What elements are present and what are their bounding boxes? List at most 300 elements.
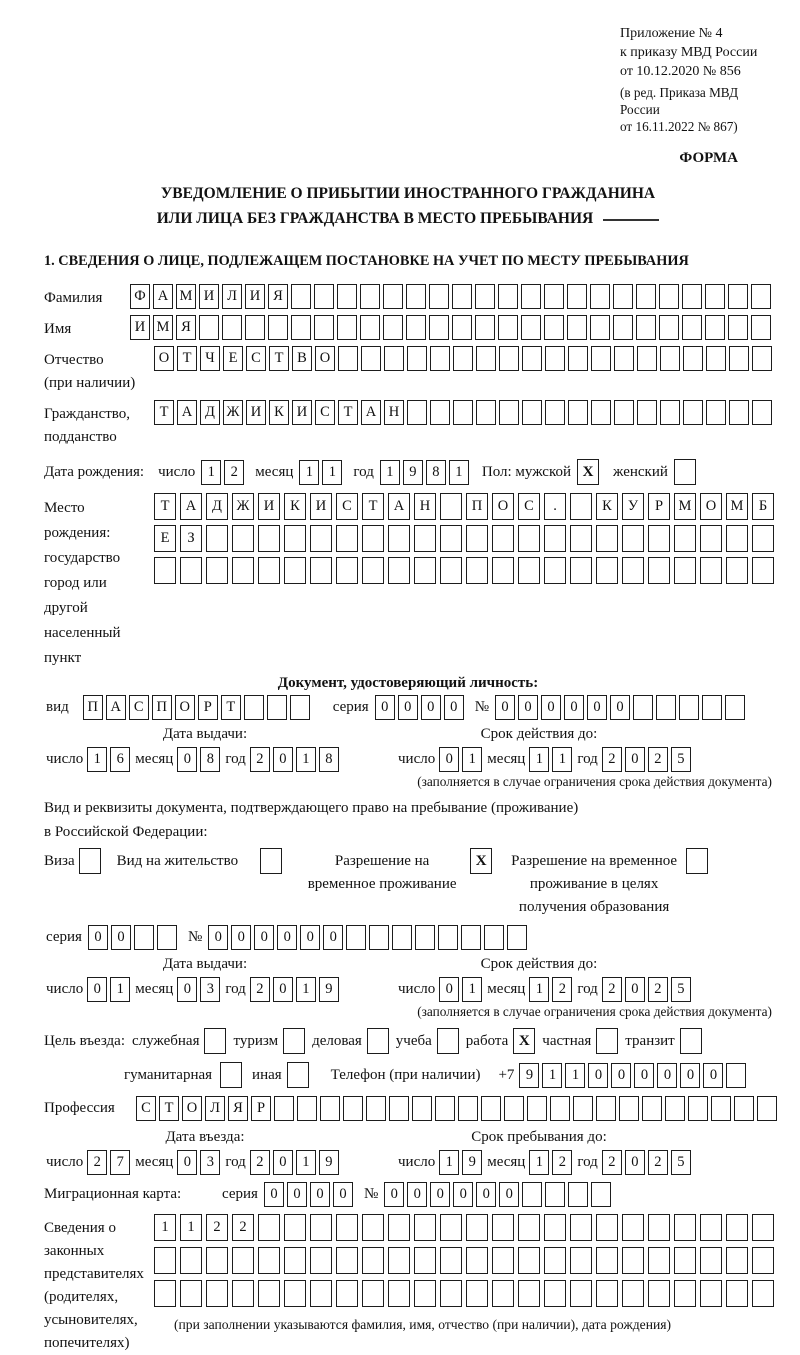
purpose-humanitarian-checkbox[interactable] [220,1062,242,1088]
char-box[interactable] [642,1096,662,1121]
char-box[interactable]: 2 [602,747,622,772]
char-box[interactable] [258,525,280,552]
char-box[interactable] [284,1247,306,1274]
char-box[interactable] [258,1280,280,1307]
char-box[interactable]: 9 [319,977,339,1002]
char-box[interactable] [711,1096,731,1121]
char-box[interactable] [492,525,514,552]
char-box[interactable]: М [176,284,196,309]
char-box[interactable]: А [153,284,173,309]
char-box[interactable]: 2 [87,1150,107,1175]
char-box[interactable] [700,557,722,584]
purpose-other-checkbox[interactable] [287,1062,309,1088]
char-box[interactable] [596,1280,618,1307]
char-box[interactable]: 1 [296,747,316,772]
char-box[interactable] [466,1247,488,1274]
char-box[interactable] [544,557,566,584]
char-box[interactable]: П [466,493,488,520]
char-box[interactable] [706,346,726,371]
char-box[interactable]: 1 [552,747,572,772]
char-box[interactable] [346,925,366,950]
char-box[interactable] [622,557,644,584]
char-box[interactable]: 0 [588,1063,608,1088]
char-box[interactable] [440,1247,462,1274]
char-box[interactable] [636,315,656,340]
char-box[interactable]: 0 [273,1150,293,1175]
char-box[interactable] [336,525,358,552]
char-box[interactable] [414,1214,436,1241]
char-box[interactable] [343,1096,363,1121]
char-box[interactable]: 0 [323,925,343,950]
char-box[interactable] [415,925,435,950]
char-box[interactable] [590,284,610,309]
char-box[interactable]: Е [223,346,243,371]
char-box[interactable]: 2 [602,1150,622,1175]
char-box[interactable] [440,493,462,520]
char-box[interactable]: 0 [407,1182,427,1207]
char-box[interactable] [245,315,265,340]
char-box[interactable] [596,525,618,552]
char-box[interactable] [199,315,219,340]
char-box[interactable]: 1 [449,460,469,485]
char-box[interactable] [614,346,634,371]
char-box[interactable] [440,525,462,552]
char-box[interactable] [570,525,592,552]
char-box[interactable] [284,1280,306,1307]
char-box[interactable] [734,1096,754,1121]
char-box[interactable] [507,925,527,950]
char-box[interactable] [674,1214,696,1241]
char-box[interactable] [622,1247,644,1274]
char-box[interactable] [590,315,610,340]
char-box[interactable] [679,695,699,720]
char-box[interactable]: 9 [403,460,423,485]
char-box[interactable]: 0 [439,977,459,1002]
temp-residence-checkbox[interactable]: X [470,848,492,874]
char-box[interactable] [258,557,280,584]
char-box[interactable] [752,1214,774,1241]
char-box[interactable]: 2 [250,977,270,1002]
char-box[interactable] [310,1280,332,1307]
char-box[interactable]: С [246,346,266,371]
char-box[interactable]: 5 [671,747,691,772]
char-box[interactable]: 1 [180,1214,202,1241]
char-box[interactable]: 0 [634,1063,654,1088]
char-box[interactable]: 0 [499,1182,519,1207]
char-box[interactable] [440,557,462,584]
char-box[interactable] [705,315,725,340]
char-box[interactable]: 0 [254,925,274,950]
char-box[interactable]: Л [205,1096,225,1121]
char-box[interactable]: Т [159,1096,179,1121]
char-box[interactable] [518,1280,540,1307]
char-box[interactable] [498,284,518,309]
char-box[interactable] [406,284,426,309]
char-box[interactable] [274,1096,294,1121]
char-box[interactable] [518,525,540,552]
char-box[interactable]: 0 [680,1063,700,1088]
char-box[interactable]: Д [206,493,228,520]
visa-checkbox[interactable] [79,848,101,874]
char-box[interactable] [157,925,177,950]
char-box[interactable] [392,925,412,950]
char-box[interactable] [674,557,696,584]
char-box[interactable]: 1 [439,1150,459,1175]
char-box[interactable] [180,1280,202,1307]
char-box[interactable]: 0 [625,747,645,772]
char-box[interactable] [430,400,450,425]
char-box[interactable] [244,695,264,720]
char-box[interactable] [336,1214,358,1241]
char-box[interactable]: О [700,493,722,520]
char-box[interactable]: Т [362,493,384,520]
char-box[interactable] [596,1214,618,1241]
purpose-commercial-checkbox[interactable] [367,1028,389,1054]
char-box[interactable]: 1 [110,977,130,1002]
char-box[interactable]: А [106,695,126,720]
purpose-work-checkbox[interactable]: X [513,1028,535,1054]
char-box[interactable] [388,1247,410,1274]
char-box[interactable]: 0 [264,1182,284,1207]
char-box[interactable] [622,525,644,552]
char-box[interactable] [362,557,384,584]
char-box[interactable]: З [180,525,202,552]
char-box[interactable]: 1 [296,1150,316,1175]
char-box[interactable]: 1 [296,977,316,1002]
char-box[interactable] [752,346,772,371]
char-box[interactable] [466,525,488,552]
char-box[interactable]: 0 [384,1182,404,1207]
char-box[interactable]: 1 [299,460,319,485]
char-box[interactable] [705,284,725,309]
char-box[interactable]: 0 [610,695,630,720]
char-box[interactable]: 0 [625,977,645,1002]
char-box[interactable]: 3 [200,977,220,1002]
char-box[interactable] [388,557,410,584]
char-box[interactable]: 1 [529,747,549,772]
char-box[interactable] [476,400,496,425]
char-box[interactable]: О [154,346,174,371]
char-box[interactable] [284,525,306,552]
char-box[interactable]: 2 [232,1214,254,1241]
char-box[interactable]: 1 [462,747,482,772]
char-box[interactable]: 2 [552,977,572,1002]
char-box[interactable]: 0 [625,1150,645,1175]
char-box[interactable] [291,315,311,340]
char-box[interactable] [498,315,518,340]
char-box[interactable] [337,315,357,340]
char-box[interactable] [752,525,774,552]
purpose-private-checkbox[interactable] [596,1028,618,1054]
char-box[interactable] [206,557,228,584]
char-box[interactable] [596,557,618,584]
char-box[interactable]: 2 [648,747,668,772]
char-box[interactable] [310,1247,332,1274]
char-box[interactable] [545,400,565,425]
char-box[interactable]: . [544,493,566,520]
char-box[interactable] [660,346,680,371]
char-box[interactable] [232,1280,254,1307]
char-box[interactable] [366,1096,386,1121]
char-box[interactable] [310,557,332,584]
char-box[interactable]: И [130,315,150,340]
char-box[interactable] [452,315,472,340]
char-box[interactable] [751,284,771,309]
char-box[interactable]: С [129,695,149,720]
residence-permit-checkbox[interactable] [260,848,282,874]
char-box[interactable] [314,315,334,340]
char-box[interactable] [596,1096,616,1121]
char-box[interactable] [700,1280,722,1307]
char-box[interactable] [660,400,680,425]
char-box[interactable] [591,400,611,425]
char-box[interactable]: А [180,493,202,520]
char-box[interactable] [726,1063,746,1088]
char-box[interactable]: М [726,493,748,520]
char-box[interactable]: Б [752,493,774,520]
char-box[interactable] [336,1247,358,1274]
char-box[interactable] [297,1096,317,1121]
char-box[interactable] [406,315,426,340]
char-box[interactable]: 1 [201,460,221,485]
char-box[interactable] [414,525,436,552]
char-box[interactable] [700,1214,722,1241]
char-box[interactable] [267,695,287,720]
char-box[interactable]: У [622,493,644,520]
char-box[interactable] [466,1280,488,1307]
char-box[interactable]: К [596,493,618,520]
char-box[interactable]: 2 [552,1150,572,1175]
char-box[interactable] [518,1214,540,1241]
char-box[interactable]: А [388,493,410,520]
char-box[interactable]: Я [228,1096,248,1121]
char-box[interactable] [545,346,565,371]
char-box[interactable] [614,400,634,425]
char-box[interactable] [338,346,358,371]
char-box[interactable] [544,1214,566,1241]
char-box[interactable]: 0 [611,1063,631,1088]
char-box[interactable]: Т [154,400,174,425]
char-box[interactable] [729,346,749,371]
char-box[interactable]: М [674,493,696,520]
char-box[interactable] [522,400,542,425]
char-box[interactable] [361,346,381,371]
char-box[interactable] [206,1280,228,1307]
char-box[interactable]: 0 [111,925,131,950]
char-box[interactable] [154,1280,176,1307]
char-box[interactable] [466,557,488,584]
char-box[interactable] [757,1096,777,1121]
char-box[interactable]: 0 [444,695,464,720]
char-box[interactable]: 0 [703,1063,723,1088]
char-box[interactable] [752,557,774,584]
char-box[interactable]: Р [198,695,218,720]
char-box[interactable] [674,1280,696,1307]
char-box[interactable]: 0 [177,1150,197,1175]
char-box[interactable]: С [518,493,540,520]
char-box[interactable]: 2 [224,460,244,485]
char-box[interactable] [613,315,633,340]
char-box[interactable]: 0 [277,925,297,950]
purpose-transit-checkbox[interactable] [680,1028,702,1054]
char-box[interactable] [570,1214,592,1241]
char-box[interactable] [648,557,670,584]
char-box[interactable] [492,557,514,584]
char-box[interactable] [284,1214,306,1241]
char-box[interactable] [622,1214,644,1241]
char-box[interactable]: 1 [87,747,107,772]
char-box[interactable] [384,346,404,371]
char-box[interactable]: Я [176,315,196,340]
char-box[interactable]: 0 [231,925,251,950]
char-box[interactable] [458,1096,478,1121]
char-box[interactable]: 1 [529,977,549,1002]
char-box[interactable]: И [246,400,266,425]
char-box[interactable] [206,1247,228,1274]
char-box[interactable] [429,284,449,309]
char-box[interactable] [726,1247,748,1274]
char-box[interactable] [336,1280,358,1307]
char-box[interactable]: 0 [518,695,538,720]
char-box[interactable]: Т [154,493,176,520]
char-box[interactable]: Ж [223,400,243,425]
char-box[interactable]: 0 [657,1063,677,1088]
char-box[interactable]: Т [338,400,358,425]
char-box[interactable] [591,346,611,371]
char-box[interactable]: 0 [87,977,107,1002]
char-box[interactable] [570,557,592,584]
char-box[interactable] [682,315,702,340]
char-box[interactable]: А [361,400,381,425]
char-box[interactable] [476,346,496,371]
char-box[interactable] [154,557,176,584]
sex-male-checkbox[interactable]: X [577,459,599,485]
char-box[interactable] [492,1247,514,1274]
char-box[interactable]: 1 [529,1150,549,1175]
char-box[interactable]: Н [384,400,404,425]
char-box[interactable] [570,493,592,520]
char-box[interactable] [389,1096,409,1121]
char-box[interactable] [659,315,679,340]
char-box[interactable] [310,525,332,552]
char-box[interactable]: Р [251,1096,271,1121]
char-box[interactable] [362,1214,384,1241]
char-box[interactable] [499,346,519,371]
char-box[interactable]: Т [177,346,197,371]
sex-female-checkbox[interactable] [674,459,696,485]
purpose-tourism-checkbox[interactable] [283,1028,305,1054]
char-box[interactable]: 1 [565,1063,585,1088]
char-box[interactable] [648,1280,670,1307]
char-box[interactable] [268,315,288,340]
char-box[interactable]: 5 [671,1150,691,1175]
char-box[interactable] [613,284,633,309]
char-box[interactable]: Е [154,525,176,552]
char-box[interactable]: П [83,695,103,720]
char-box[interactable]: 8 [319,747,339,772]
char-box[interactable]: 0 [495,695,515,720]
char-box[interactable]: 0 [300,925,320,950]
char-box[interactable] [567,315,587,340]
char-box[interactable]: И [310,493,332,520]
char-box[interactable] [570,1247,592,1274]
char-box[interactable] [591,1182,611,1207]
char-box[interactable] [232,525,254,552]
char-box[interactable] [484,925,504,950]
char-box[interactable] [453,400,473,425]
char-box[interactable] [521,284,541,309]
char-box[interactable] [648,525,670,552]
char-box[interactable] [544,1247,566,1274]
char-box[interactable]: 2 [250,747,270,772]
char-box[interactable] [729,400,749,425]
char-box[interactable] [550,1096,570,1121]
char-box[interactable]: 8 [426,460,446,485]
char-box[interactable] [752,400,772,425]
char-box[interactable]: П [152,695,172,720]
char-box[interactable] [414,1280,436,1307]
char-box[interactable] [637,400,657,425]
char-box[interactable] [728,315,748,340]
char-box[interactable] [518,1247,540,1274]
char-box[interactable] [438,925,458,950]
char-box[interactable] [659,284,679,309]
char-box[interactable]: 0 [310,1182,330,1207]
char-box[interactable] [682,284,702,309]
char-box[interactable] [752,1280,774,1307]
char-box[interactable] [362,1280,384,1307]
char-box[interactable] [412,1096,432,1121]
char-box[interactable]: О [175,695,195,720]
char-box[interactable] [180,1247,202,1274]
char-box[interactable]: 0 [453,1182,473,1207]
char-box[interactable]: 5 [671,977,691,1002]
char-box[interactable]: 1 [542,1063,562,1088]
char-box[interactable]: Л [222,284,242,309]
char-box[interactable] [310,1214,332,1241]
char-box[interactable]: 2 [602,977,622,1002]
purpose-business-checkbox[interactable] [204,1028,226,1054]
char-box[interactable] [596,1247,618,1274]
char-box[interactable] [683,400,703,425]
char-box[interactable]: 0 [421,695,441,720]
char-box[interactable] [648,1214,670,1241]
char-box[interactable] [258,1247,280,1274]
char-box[interactable] [726,525,748,552]
char-box[interactable]: 0 [564,695,584,720]
char-box[interactable] [407,400,427,425]
char-box[interactable]: С [315,400,335,425]
char-box[interactable] [414,557,436,584]
char-box[interactable] [656,695,676,720]
char-box[interactable] [475,284,495,309]
char-box[interactable] [573,1096,593,1121]
char-box[interactable] [360,284,380,309]
char-box[interactable]: Т [269,346,289,371]
char-box[interactable]: 0 [273,977,293,1002]
char-box[interactable]: 0 [439,747,459,772]
char-box[interactable] [637,346,657,371]
char-box[interactable] [290,695,310,720]
char-box[interactable]: Ж [232,493,254,520]
char-box[interactable] [383,315,403,340]
char-box[interactable] [414,1247,436,1274]
char-box[interactable]: 0 [177,977,197,1002]
char-box[interactable] [222,315,242,340]
char-box[interactable] [337,284,357,309]
char-box[interactable]: 1 [380,460,400,485]
char-box[interactable] [522,346,542,371]
